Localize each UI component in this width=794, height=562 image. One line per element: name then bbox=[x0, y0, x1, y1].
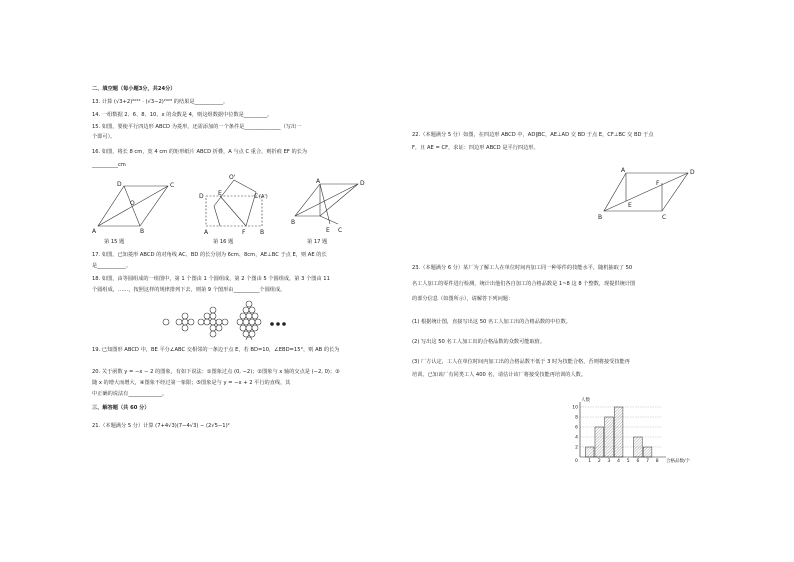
pattern4-circle bbox=[240, 325, 246, 331]
pattern3-circle bbox=[204, 319, 210, 325]
fig16-label-d: D bbox=[199, 193, 204, 200]
question-16-line1: 16. 如图，将长 8 cm，宽 4 cm 的矩形纸片 ABCD 折叠，A 与点 C 重合，则折痕 EF 的长为 bbox=[92, 149, 308, 155]
pattern4-circle bbox=[255, 319, 261, 325]
chart-bar-3 bbox=[605, 417, 614, 457]
chart-x-tick-label: 8 bbox=[655, 459, 659, 464]
chart-y-tick-label: 10 bbox=[572, 405, 578, 411]
caption-figure-17: 第 17 题 bbox=[307, 239, 328, 245]
question-20-line3: 中正确的说法有_____________。 bbox=[92, 391, 168, 397]
fig22-label-e: E bbox=[628, 202, 632, 209]
ellipsis-dot bbox=[276, 322, 280, 326]
fig16-label-a: A bbox=[204, 229, 209, 236]
fig15-label-a: A bbox=[92, 228, 97, 235]
pattern3-circle bbox=[210, 313, 216, 319]
chart-origin-label: 0 bbox=[575, 459, 578, 464]
pattern4-circle bbox=[249, 307, 255, 313]
pattern3-circle bbox=[216, 319, 222, 325]
chart-bar-7 bbox=[643, 447, 652, 457]
fig22-label-d: D bbox=[690, 169, 695, 176]
chart-x-tick-label: 2 bbox=[597, 459, 601, 464]
caption-figure-15: 第 15 题 bbox=[104, 239, 125, 245]
pattern4-circle bbox=[243, 307, 249, 313]
fig16-label-a-prime: (A') bbox=[259, 194, 268, 200]
chart-bar-4 bbox=[614, 407, 623, 457]
fig17-label-e: E bbox=[326, 227, 330, 234]
chart-bar-1 bbox=[585, 447, 594, 457]
pattern4-circle bbox=[240, 313, 246, 319]
fig22-label-a: A bbox=[621, 167, 626, 174]
chart-x-tick-label: 1 bbox=[588, 459, 592, 464]
pattern3-circle bbox=[210, 331, 216, 337]
fig17-label-c: C bbox=[338, 227, 343, 234]
pattern3-circle bbox=[204, 313, 210, 319]
fig15-label-c: C bbox=[170, 182, 175, 189]
question-16-line2: __________cm bbox=[92, 162, 126, 168]
pattern4-circle bbox=[252, 313, 258, 319]
pattern4-circle bbox=[249, 331, 255, 337]
question-22-line2: F，且 AE = CF，求证：四边形 ABCD 是平行四边形。 bbox=[412, 145, 539, 151]
pattern3-circle bbox=[222, 319, 228, 325]
fig15-label-d: D bbox=[117, 181, 122, 188]
chart-bar-2 bbox=[595, 427, 604, 457]
question-15-line2: 个即可）。 bbox=[92, 134, 116, 140]
fig22-label-c: C bbox=[662, 214, 667, 221]
pattern2-circle bbox=[182, 313, 188, 319]
pattern4-circle bbox=[246, 325, 252, 331]
fig16-folded-part bbox=[214, 180, 259, 226]
chart-y-axis-label: 人数 bbox=[581, 398, 590, 403]
ellipsis-dot bbox=[270, 322, 274, 326]
question-22-line1: 22.（本题满分 5 分）如图，在四边形 ABCD 中，AD∥BC，AE⊥AD 交 BD 于点 E，CF⊥BC 交 BD 于点 bbox=[412, 132, 654, 138]
fig15-label-b: B bbox=[140, 228, 145, 235]
chart-x-tick-label: 3 bbox=[607, 459, 611, 464]
figure-17-rhombus bbox=[290, 176, 370, 238]
caption-figure-16: 第 16 题 bbox=[213, 239, 234, 245]
fig16-label-b: B bbox=[260, 229, 265, 236]
circle-pattern-figure bbox=[160, 300, 310, 340]
pattern4-circle bbox=[243, 319, 249, 325]
question-14: 14. 一组数据 2、6、8、10、x 的众数是 4，则这组数据中位数是_________。 bbox=[92, 112, 273, 118]
pattern3-circle bbox=[210, 319, 216, 325]
question-23-part3-line1: (3) 厂方认定，工人在单位时间内加工出的合格品数不低于 3 时为技能合格，否则将接受技能再 bbox=[412, 359, 630, 365]
question-23-part2: (2) 写出这 50 名工人加工出的合格品数的众数可能取值。 bbox=[412, 339, 546, 345]
fig17-label-d: D bbox=[360, 180, 365, 187]
pattern3-circle bbox=[210, 325, 216, 331]
question-15-line1: 15. 如图，要使平行四边形 ABCD 为菱形，还需添加的一个条件是______________（写出一 bbox=[92, 124, 302, 130]
question-18-line2: 个圆组成，……，按照这样的规律排列下去，则第 9 个图形由__________个圆组成。 bbox=[92, 287, 286, 293]
question-23-part3-line2: 培训。已知该厂有同类工人 400 名，请估计该厂将接受技能再培训的人数。 bbox=[412, 372, 587, 378]
pattern2-circle bbox=[182, 319, 188, 325]
fig16-label-e: E bbox=[218, 190, 222, 197]
question-23-line1: 23.（本题满分 6 分）某厂为了解工人在单位时间内加工同一种零件的技能水平，随机抽取了 50 bbox=[412, 265, 633, 271]
question-23-part1: (1) 根据统计图，直接写出这 50 名工人加工出的合格品数的中位数。 bbox=[412, 319, 571, 325]
fig16-label-o-prime: O' bbox=[229, 174, 236, 181]
chart-y-tick-label: 8 bbox=[575, 415, 578, 421]
chart-x-axis-label: 合格品数/个 bbox=[666, 459, 691, 464]
pattern4-circle bbox=[246, 313, 252, 319]
question-17-line2: 是___________。 bbox=[92, 263, 131, 269]
pattern3-circle bbox=[210, 307, 216, 313]
chart-x-tick-label: 4 bbox=[617, 459, 621, 464]
pattern4-circle bbox=[249, 319, 255, 325]
bar-chart-qualified-products bbox=[562, 394, 702, 470]
figure-15-parallelogram bbox=[90, 178, 180, 236]
fig17-base-extension bbox=[320, 216, 338, 224]
fig17-label-b: B bbox=[291, 219, 296, 226]
pattern2-circle bbox=[188, 319, 194, 325]
chart-y-tick-label: 2 bbox=[575, 445, 578, 451]
fig22-diagonal-bd bbox=[604, 173, 688, 211]
pattern1-circle bbox=[163, 319, 169, 325]
fig22-label-f: F bbox=[656, 180, 660, 187]
question-20-line2: 随 x 的增大而增大，④图象不经过第一象限；⑤图象是与 y = −x + 2 平行的直线，其 bbox=[92, 380, 291, 386]
question-19: 19. 已知图形 ABCD 中，BE 平分∠ABC 交相邻的一条边于点 E，若 BD=10，∠EBD=15°，则 AB 的长为 bbox=[92, 347, 340, 353]
chart-y-tick-label: 6 bbox=[575, 425, 578, 431]
question-23-line3: 的部分信息（如图所示），请解答下列问题： bbox=[412, 296, 514, 302]
pattern4-circle bbox=[246, 337, 252, 340]
chart-x-tick-label: 7 bbox=[646, 459, 649, 464]
question-23-line2: 名工人加工的零件进行检测，统计出他们各自加工的合格品数是 1~8 这 8 个整数，现提供统计图 bbox=[412, 281, 636, 287]
pattern2-circle bbox=[176, 319, 182, 325]
section3-title: 三、解答题（共 60 分） bbox=[92, 405, 150, 411]
pattern2-circle bbox=[182, 325, 188, 331]
figure-22-quadrilateral bbox=[596, 165, 700, 223]
pattern4-circle bbox=[252, 325, 258, 331]
question-17-line1: 17. 如图，已知菱形 ABCD 的对角线 AC、BD 的长分别为 6cm、8cm，AE⊥BC 于点 E，则 AE 的长 bbox=[92, 252, 327, 258]
pattern3-circle bbox=[198, 319, 204, 325]
chart-x-tick-label: 6 bbox=[636, 459, 640, 464]
fig16-label-c: C bbox=[254, 193, 259, 200]
ellipsis-dot bbox=[282, 322, 286, 326]
fig22-label-b: B bbox=[598, 214, 603, 221]
figure-16-folded-rectangle bbox=[196, 172, 276, 236]
question-18-line1: 18. 如图，由等圆组成的一组图中，第 1 个图由 1 个圆组成，第 2 个图由 5 个圆组成，第 3 个图由 11 bbox=[92, 276, 330, 282]
pattern4-circle bbox=[246, 301, 252, 307]
fig16-crease bbox=[220, 196, 246, 226]
pattern4-circle bbox=[237, 319, 243, 325]
chart-x-tick-label: 5 bbox=[626, 459, 630, 464]
question-21: 21.（本题满分 5 分）计算 (7+4√3)(7−4√3) − (2√5−1)² bbox=[92, 423, 230, 429]
section2-title: 二、填空题（每小题3分，共24分） bbox=[92, 86, 176, 92]
pattern4-circle bbox=[243, 331, 249, 337]
chart-bar-6 bbox=[634, 437, 643, 457]
fig15-label-o: O bbox=[130, 200, 135, 207]
fig16-label-f: F bbox=[242, 229, 246, 236]
pattern3-circle bbox=[216, 325, 222, 331]
question-13: 13. 计算 (√3+2)²⁰²² · (√3−2)²⁰²³ 的结果是___________。 bbox=[92, 99, 229, 105]
fig17-label-a: A bbox=[316, 178, 321, 185]
chart-y-tick-label: 4 bbox=[575, 435, 578, 441]
question-20-line1: 20. 关于函数 y = −x − 2 的图象，有如下说法：①图象过点 (0, −2)；②图象与 x 轴的交点是 (−2, 0)；③ bbox=[92, 369, 340, 375]
